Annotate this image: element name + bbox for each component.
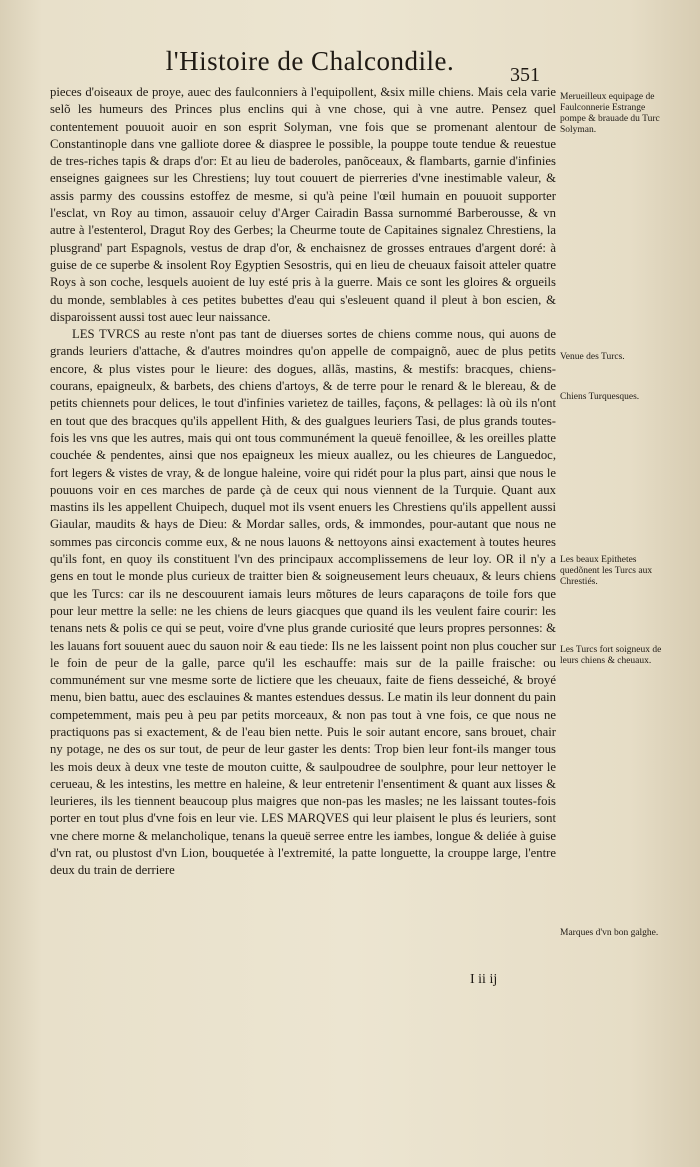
margin-note-chiens-turquesques: Chiens Turquesques. [560,392,640,402]
margin-note-faulconnerie: Merueilleux equipage de Faulconnerie Estrange pompe & brauade du Turc Solyman. [560,92,660,135]
margin-notes [560,0,670,1167]
signature-mark: I ii ij [470,972,498,987]
paragraph-2: LES TVRCS au reste n'ont pas tant de diuerses sortes de chiens comme nous, qui auons de grands leuriers d'attache, & d'autres moindres qu'on appelle de compaignõ, auec de plus petits encore, & plus vistes pour le lieure: des dogues, allãs, mastins, & mestifs: bracques, chiens-courans, epaigneulx, & barbets, des chiens d'artoys, & de terre pour le renard & le blereau, & de petits chiennets pour delices, le tout d'infinies varietez de tailles, façons, & pellages: là où ils n'ont en tout que des bracques qu'ils appellent Hith, & des gualgues leuriers Tasi, de plus grands toutes-fois les vns que les autres, mais qui ont tous communément la queuë fenoillee, & les oreilles platte couchée & pendentes, ainsi que nos epaigneux les mieux auallez, ou les chieures de Languedoc, fort legers & vistes de vray, & de longue haleine, voire qui ridét pour la plus part, ainsi que nous le pouuons voir en ces marches de parde çà de ceux qui nous viennent de la Turquie. Quant aux mastins ils les appellent Chuipech, duquel mot ils vsent enuers les Chrestiens qu'ils appellent aussi Giaular, maudits & hays de Dieu: & Mordar salles, ords, & immondes, pour-autant que nous ne sommes pas circoncis comme eux, & ne nous lauons & nettoyons ainsi exactement à toutes heures qu'ils font, en quoy ils constituent l'vn des principaux accomplissemens de leur loy. OR il n'y a gens en tout le monde plus curieux de traitter bien & soigneusement leurs cheuaux, & leurs chiens que les Turcs: car ils ne descouurent iamais leurs mõtures de leurs caparaçons de toile fors que pour leur mettre la selle: ne les chiens de leurs giacques que quand ils les veulent faire courir: les tenans nets & polis ce qui se peut, voire d'vne plus grande curiosité que leurs propres personnes: & les lauans fort souuent auec du sauon noir & eau tiede: Ils ne les laissent point non plus coucher sur le foin de peur de la galle, parce qu'il les eschauffe: mais sur de la paille fraische: ou communément sur vne mesme sorte de lictiere que les cheuaux, faite de fiens desseiché, & broyé menu, bien battu, auec des esclauines & mantes estendues dessus. Le matin ils leur donnent du pain competemment, mais peu à peu par petits morceaux, & non pas tout à vne fois, ce que nous ne practiquons pas si exactement, & de l'eau bien nette. Puis le soir autant encore, sans brouet, chair ny potage, ne des os sur tout, de peur de leur gaster les dents: Trop bien leur font-ils manger tous les mois deux à deux vne teste de mouton cuitte, & saulpoudree de soulphre, pour leur nettoyer le cerueau, & les intestins, les mettre en haleine, & leur entretenir l'ensentiment & quant aux lisses & leurieres, ils les tiennent beaucoup plus maigres que non-pas les masles; ne les laissant toutes-fois porter en tout plus d'vne fois en leur vie. LES MARQVES qui leur plaisent le plus és leuriers, sont vne chere morne & melancholique, tenans la queuë serree entre les iambes, longue & deliée à guise d'vn rat, ou plustost d'vn Lion, bouquetée à l'extremité, la patte longuette, la crouppe large, l'entre deux du train de derriere [50,327,556,878]
margin-note-venue-turcs: Venue des Turcs. [560,352,625,362]
margin-note-soigneux: Les Turcs fort soigneux de leurs chiens & cheuaux. [560,645,662,666]
paragraph-1: pieces d'oiseaux de proye, auec des faulconniers à l'equipollent, &six mille chiens. Mais cela varie selõ les humeurs des Princes plus enclins qui à vne chose, qui à vne autre. Pensez quel contentement pouuoit auoir en son esprit Solyman, vne fois que se promenant alentour de Constantinople dans vne galliote doree & diaspree le possible, la pouppe toute tendue & reuestue de tres-riches tapis & draps d'or: Et au lieu de baderoles, panõceaux, & flambarts, garnie d'infinies enseignes gaignees sur les Chrestiens; luy tout couuert de pierreries d'vne inestimable valeur, & assis parmy des coussins estoffez de mesme, si qu'à peine l'œil humain en pouuoit supporter l'esclat, vn Roy au timon, assauoir celuy d'Arger Cairadin Bassa surnommé Barberousse, & vn autre à l'estenterol, Dragut Roy des Gerbes; la Cheurme toute de Capitaines signalez Chrestiens, la plusgrand' part Espagnols, vestus de drap d'or, & enchaisnez de grosses entraues d'argent doré: à guise de ce superbe & insolent Roy Egyptien Sesostris, qui en lieu de cheuaux faisoit atteler quatre Roys à son coche, lesquels auoient de luy esté pris à la guerre. Mais ce sont les gloires & orgueils du monde, semblables à ces petites bubettes d'eau qui s'esleuent quand il pleut à bon escien, & disparoissent aussi tost auec leur naissance. [50,85,556,324]
margin-note-marques: Marques d'vn bon galghe. [560,928,659,938]
running-head: l'Histoire de Chalcondile. [165,46,455,76]
page-number: 351 [510,64,540,86]
main-text-block [50,84,556,984]
margin-note-epithetes: Les beaux Epithetes quedõnent les Turcs aux Chrestiés. [560,555,653,587]
